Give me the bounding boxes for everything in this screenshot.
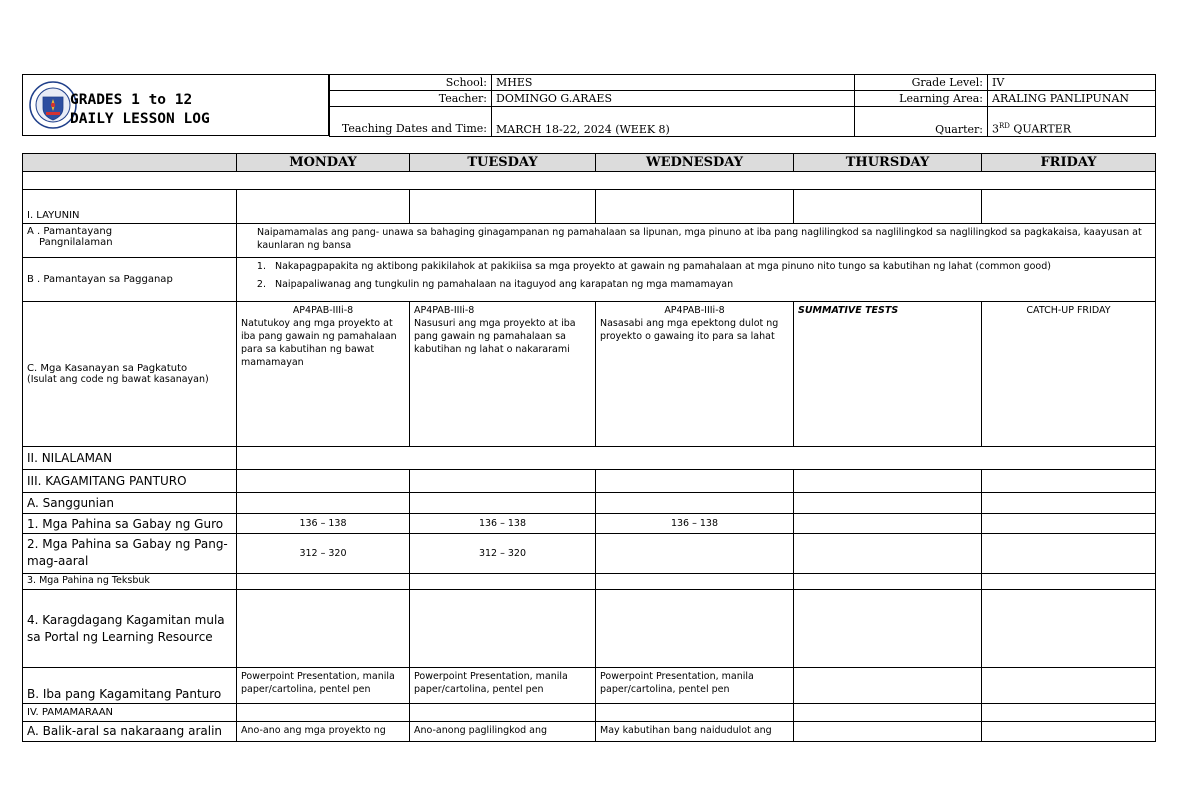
title-line-1: GRADES 1 to 12: [70, 92, 193, 108]
gabay-mag-aaral-monday: 312 – 320: [237, 534, 410, 574]
learning-area-label: Learning Area:: [855, 91, 988, 107]
kasanayan-wednesday: [596, 302, 794, 447]
nilalaman-row: [23, 447, 1156, 470]
gabay-guro-label: 1. Mga Pahina sa Gabay ng Guro: [23, 514, 237, 534]
teaching-dates-value: MARCH 18-22, 2024 (WEEK 8): [492, 107, 855, 137]
gabay-guro-monday: 136 – 138: [237, 514, 410, 534]
balik-aral-wednesday: May kabutihan bang naidudulot ang: [596, 722, 794, 742]
sanggunian-row: [23, 493, 1156, 514]
teacher-value: DOMINGO G.ARAES: [492, 91, 855, 107]
competency-code: AP4PAB-IIIi-8: [292, 305, 354, 316]
day-friday: FRIDAY: [982, 154, 1156, 172]
kasanayan-friday: CATCH-UP FRIDAY: [982, 302, 1156, 447]
balik-aral-monday: Ano-ano ang mga proyekto ng: [237, 722, 410, 742]
pagganap-row: [23, 258, 1156, 302]
nilalaman-label: II. NILALAMAN: [23, 447, 237, 470]
pamantayang-label: A . Pamantayang Pangnilalaman: [23, 224, 237, 258]
pagganap-list-cell: [237, 258, 1156, 302]
pagganap-list: [241, 260, 1151, 291]
competency-text: Nasusuri ang mga proyekto at iba pang gawain ng pamahalaan sa kabutihan ng lahat o nakararami: [414, 318, 576, 355]
balik-aral-tuesday: Ano-anong paglilingkod ang: [410, 722, 596, 742]
iba-pang-label: B. Iba pang Kagamitang Panturo: [23, 668, 237, 704]
teaching-dates-label: Teaching Dates and Time:: [330, 107, 492, 137]
quarter-value: 3RD QUARTER: [988, 107, 1156, 137]
competency-text: Nasasabi ang mga epektong dulot ng proyekto o gawaing ito para sa lahat: [600, 318, 779, 342]
layunin-label: I. LAYUNIN: [23, 190, 237, 224]
sanggunian-label: A. Sanggunian: [23, 493, 237, 514]
layunin-row: [23, 190, 1156, 224]
document-title: [70, 91, 210, 129]
corner-cell: [23, 154, 237, 172]
day-wednesday: WEDNESDAY: [596, 154, 794, 172]
gabay-mag-aaral-tuesday: 312 – 320: [410, 534, 596, 574]
school-value: MHES: [492, 75, 855, 91]
kagamitan-row: [23, 470, 1156, 493]
kasanayan-label: C. Mga Kasanayan sa Pagkatuto (Isulat ang code ng bawat kasanayan): [23, 302, 237, 447]
pamantayang-text: Naipamamalas ang pang- unawa sa bahaging ginagampanan ng pamahalaan sa lipunan, mga pinuno at iba pang naglilingkod sa naglilingkod sa naglilingkod sa pagkakaisa, kaayusan at kaunlaran ng bansa: [237, 224, 1156, 258]
lesson-log-table: [22, 153, 1156, 742]
day-tuesday: TUESDAY: [410, 154, 596, 172]
kasanayan-thursday: SUMMATIVE TESTS: [794, 302, 982, 447]
iba-pang-row: [23, 668, 1156, 704]
days-header-row: [23, 154, 1156, 172]
karagdagang-label: 4. Karagdagang Kagamitan mula sa Portal ng Learning Resource: [23, 590, 237, 668]
pagganap-item: 2. Naipapaliwanag ang tungkulin ng pamahalaan na itaguyod ang karapatan ng mga mamamayan: [269, 278, 1151, 291]
teksbuk-row: [23, 574, 1156, 590]
pagganap-item: 1. Nakapagpapakita ng aktibong pakikilahok at pakikiisa sa mga proyekto at gawain ng pamahalaan at mga pinuno nito tungo sa kabutihan ng lahat (common good): [269, 260, 1151, 273]
iba-pang-tuesday: Powerpoint Presentation, manila paper/cartolina, pentel pen: [410, 668, 596, 704]
competency-code: AP4PAB-IIIi-8: [664, 305, 725, 316]
pamamaraan-row: [23, 704, 1156, 722]
grade-level-value: IV: [988, 75, 1156, 91]
day-monday: MONDAY: [237, 154, 410, 172]
pagganap-label: B . Pamantayan sa Pagganap: [23, 258, 237, 302]
kasanayan-tuesday: [410, 302, 596, 447]
lesson-log-header: [22, 74, 1155, 136]
competency-code: AP4PAB-IIIi-8: [414, 305, 475, 316]
teksbuk-label: 3. Mga Pahina ng Teksbuk: [23, 574, 237, 590]
gabay-guro-wednesday: 136 – 138: [596, 514, 794, 534]
teacher-label: Teacher:: [330, 91, 492, 107]
pamamaraan-label: IV. PAMAMARAAN: [23, 704, 237, 722]
kasanayan-row: [23, 302, 1156, 447]
karagdagang-row: [23, 590, 1156, 668]
spacer-row: [23, 172, 1156, 190]
grade-level-label: Grade Level:: [855, 75, 988, 91]
balik-aral-label: A. Balik-aral sa nakaraang aralin: [23, 722, 237, 742]
gabay-mag-aaral-row: [23, 534, 1156, 574]
kagamitan-label: III. KAGAMITANG PANTURO: [23, 470, 237, 493]
header-title-block: [22, 74, 329, 136]
gabay-guro-row: [23, 514, 1156, 534]
title-line-2: DAILY LESSON LOG: [70, 111, 210, 127]
kasanayan-monday: [237, 302, 410, 447]
gabay-guro-tuesday: 136 – 138: [410, 514, 596, 534]
school-label: School:: [330, 75, 492, 91]
iba-pang-monday: Powerpoint Presentation, manila paper/cartolina, pentel pen: [237, 668, 410, 704]
competency-text: Natutukoy ang mga proyekto at iba pang gawain ng pamahalaan para sa kabutihan ng bawat mamamayan: [241, 318, 397, 368]
balik-aral-row: [23, 722, 1156, 742]
pamantayang-row: [23, 224, 1156, 258]
gabay-mag-aaral-label: 2. Mga Pahina sa Gabay ng Pang-mag-aaral: [23, 534, 237, 574]
day-thursday: THURSDAY: [794, 154, 982, 172]
header-info-table: [329, 74, 1156, 137]
quarter-label: Quarter:: [855, 107, 988, 137]
learning-area-value: ARALING PANLIPUNAN: [988, 91, 1156, 107]
iba-pang-wednesday: Powerpoint Presentation, manila paper/cartolina, pentel pen: [596, 668, 794, 704]
